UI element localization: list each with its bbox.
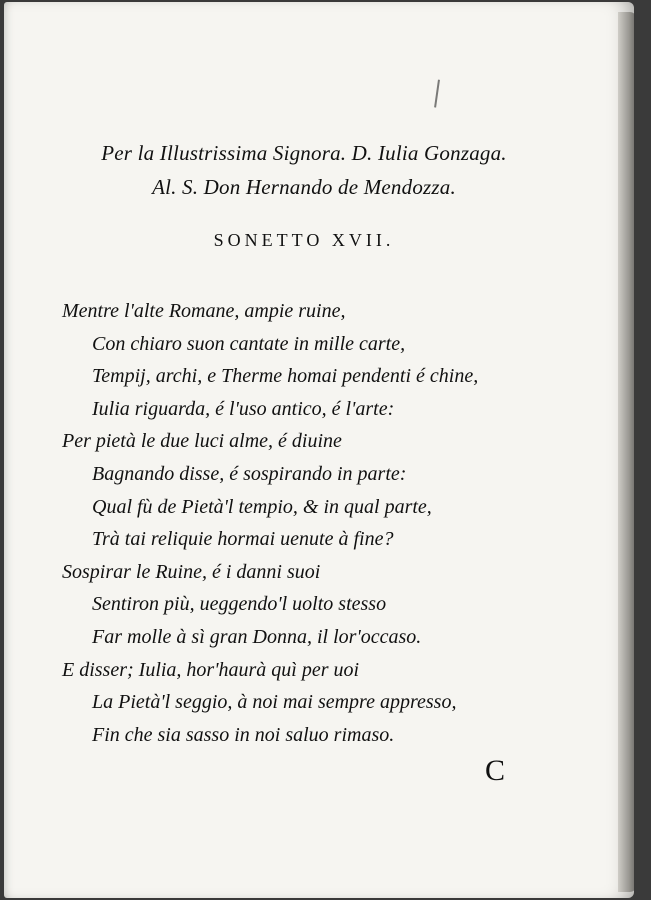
dedication-line-2: Al. S. Don Hernando de Mendozza.	[152, 175, 456, 199]
sonnet-text	[62, 295, 478, 751]
verse-line: Per pietà le due luci alme, é diuine	[62, 430, 342, 453]
verse-line: La Pietà'l seggio, à noi mai sempre appresso,	[92, 691, 457, 714]
catchword: C	[485, 754, 506, 787]
book-page	[4, 2, 634, 898]
verse-line: E disser; Iulia, hor'haurà quì per uoi	[62, 658, 360, 681]
verse-line: Bagnando disse, é sospirando in parte:	[92, 462, 407, 485]
sonnet-title: SONETTO XVII.	[213, 230, 395, 250]
ink-mark	[434, 80, 446, 109]
verse-line: Iulia riguarda, é l'uso antico, é l'arte:	[92, 397, 395, 420]
verse-line: Con chiaro suon cantate in mille carte,	[92, 332, 406, 355]
dedication-line-1: Per la Illustrissima Signora. D. Iulia Gonzaga.	[101, 141, 507, 165]
verse-line: Mentre l'alte Romane, ampie ruine,	[62, 300, 346, 322]
verse-line: Trà tai reliquie hormai uenute à fine?	[92, 528, 394, 551]
verse-line: Fin che sia sasso in noi saluo rimaso.	[92, 723, 395, 746]
verse-line: Far molle à sì gran Donna, il lor'occaso.	[92, 625, 422, 648]
dedication-header	[4, 136, 604, 204]
verse-line: Sospirar le Ruine, é i danni suoi	[62, 560, 321, 583]
verse-line: Tempij, archi, e Therme homai pendenti é chine,	[92, 365, 479, 388]
page-edge	[618, 12, 634, 892]
verse-line: Sentiron più, ueggendo'l uolto stesso	[92, 593, 387, 616]
verse-line: Qual fù de Pietà'l tempio, & in qual parte,	[92, 495, 432, 518]
